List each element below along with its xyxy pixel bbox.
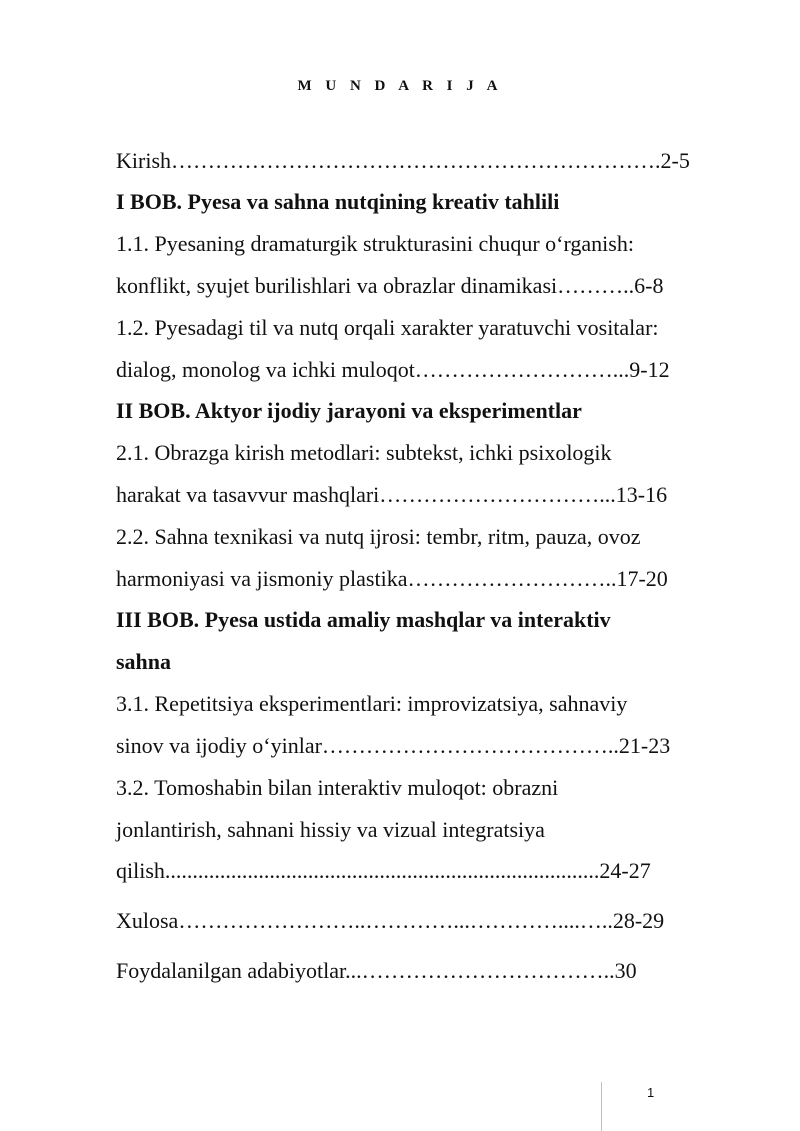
toc-section-3-1-line-1: 3.1. Repetitsiya eksperimentlari: improvizatsiya, sahnaviy [116,691,628,716]
toc-entry-xulosa: Xulosa……………………..…………...…………....…..28-29 [116,908,665,933]
toc-section-1-1-line-2: konflikt, syujet burilishlari va obrazlar dinamikasi………..6-8 [116,273,664,298]
toc-section-3-2-line-3: qilish...............................................................................24-27 [116,858,651,883]
toc-section-3-2-line-2: jonlantirish, sahnani hissiy va vizual integratsiya [116,817,545,842]
toc-chapter-1-heading: I BOB. Pyesa va sahna nutqining kreativ tahlili [116,189,560,214]
toc-section-2-2-line-2: harmoniyasi va jismoniy plastika………………………..17-20 [116,566,668,591]
toc-section-3-2-line-1: 3.2. Tomoshabin bilan interaktiv muloqot: obrazni [116,775,559,800]
toc-section-3-1-line-2: sinov va ijodiy o‘yinlar…………………………………..21-23 [116,733,671,758]
toc-chapter-2-heading: II BOB. Aktyor ijodiy jarayoni va eksperimentlar [116,398,582,423]
page-title: M U N D A R I J A [297,78,503,94]
toc-section-2-1-line-1: 2.1. Obrazga kirish metodlari: subtekst, ichki psixologik [116,440,612,465]
toc-chapter-3-heading-line-1: III BOB. Pyesa ustida amaliy mashqlar va interaktiv [116,607,611,632]
toc-section-2-1-line-2: harakat va tasavvur mashqlari…………………………...13-16 [116,482,668,507]
toc-section-2-2-line-1: 2.2. Sahna texnikasi va nutq ijrosi: tembr, ritm, pauza, ovoz [116,524,641,549]
toc-section-1-2-line-1: 1.2. Pyesadagi til va nutq orqali xarakter yaratuvchi vositalar: [116,315,659,340]
toc-entry-adabiyotlar: Foydalanilgan adabiyotlar...……………………………..30 [116,958,637,983]
toc-section-1-1-line-1: 1.1. Pyesaning dramaturgik strukturasini chuqur o‘rganish: [116,231,634,256]
toc-entry-kirish: Kirish………………………………………………………….2-5 [116,148,690,173]
page-number-divider [601,1082,602,1131]
page-number: 1 [647,1085,655,1100]
toc-section-1-2-line-2: dialog, monolog va ichki muloqot………………………...9-12 [116,357,670,382]
toc-chapter-3-heading-line-2: sahna [116,649,172,674]
